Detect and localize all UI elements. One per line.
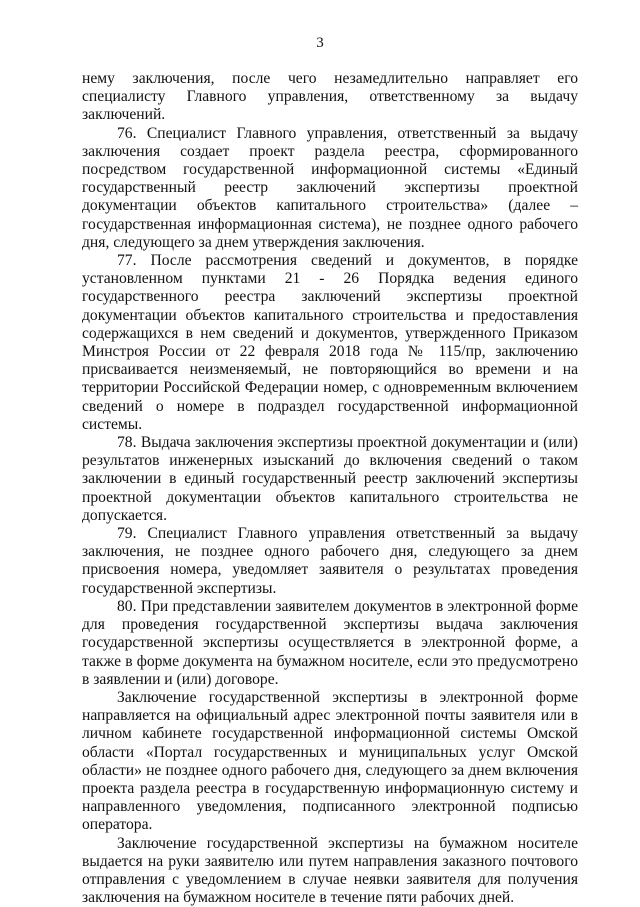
paragraph-77: 77. После рассмотрения сведений и документов, в порядке установленном пунктами 21 - 26 Порядка ведения единого государственного реестра заключений экспертизы проектной документации объектов капитального строительства и предоставления содержащихся в нем сведений и документов, утвержденного Приказом Минстроя России от 22 февраля 2018 года № 115/пр, заключению присваивается неизменяемый, не повторяющийся во времени и на территории Российской Федерации номер, с одновременным включением сведений о номере в подраздел государственной информационной системы. [82, 252, 578, 433]
paragraph-78: 78. Выдача заключения экспертизы проектной документации и (или) результатов инженерных изысканий до включения сведений о таком заключении в единый государственный реестр заключений экспертизы проектной документации объектов капитального строительства не допускается. [82, 434, 578, 524]
paragraph-76: 76. Специалист Главного управления, ответственный за выдачу заключения создает проект раздела реестра, сформированного посредством государственной информационной системы «Единый государственный реестр заключений экспертизы проектной документации объектов капитального строительства» (далее – государственная информационная система), не позднее одного рабочего дня, следующего за днем утверждения заключения. [82, 124, 578, 251]
paragraph-80-paper-form: Заключение государственной экспертизы на бумажном носителе выдается на руки заявителю или путем направления заказного почтового отправления с уведомлением в случае неявки заявителя для получения заключения на бумажном носителе в течение пяти рабочих дней. [82, 834, 578, 907]
paragraph-80-electronic-form: Заключение государственной экспертизы в электронной форме направляется на официальный адрес электронной почты заявителя или в личном кабинете государственной информационной системы Омской области «Портал государственных и муниципальных услуг Омской области» не позднее одного рабочего дня, следующего за днем включения проекта раздела реестра в государственную информационную систему и направленного уведомления, подписанного электронной подписью оператора. [82, 688, 578, 834]
paragraph-80: 80. При представлении заявителем документов в электронной форме для проведения государственной экспертизы выдача заключения государственной экспертизы осуществляется в электронной форме, а также в форме документа на бумажном носителе, если это предусмотрено в заявлении и (или) договоре. [82, 597, 578, 688]
page-number: 3 [316, 35, 324, 51]
paragraph-continuation: нему заключения, после чего незамедлительно направляет его специалисту Главного управления, ответственному за выдачу заключений. [82, 70, 578, 124]
paragraph-79: 79. Специалист Главного управления ответственный за выдачу заключения, не позднее одного рабочего дня, следующего за днем присвоения номера, уведомляет заявителя о результатах проведения государственной экспертизы. [82, 525, 578, 597]
document-body [82, 70, 578, 907]
